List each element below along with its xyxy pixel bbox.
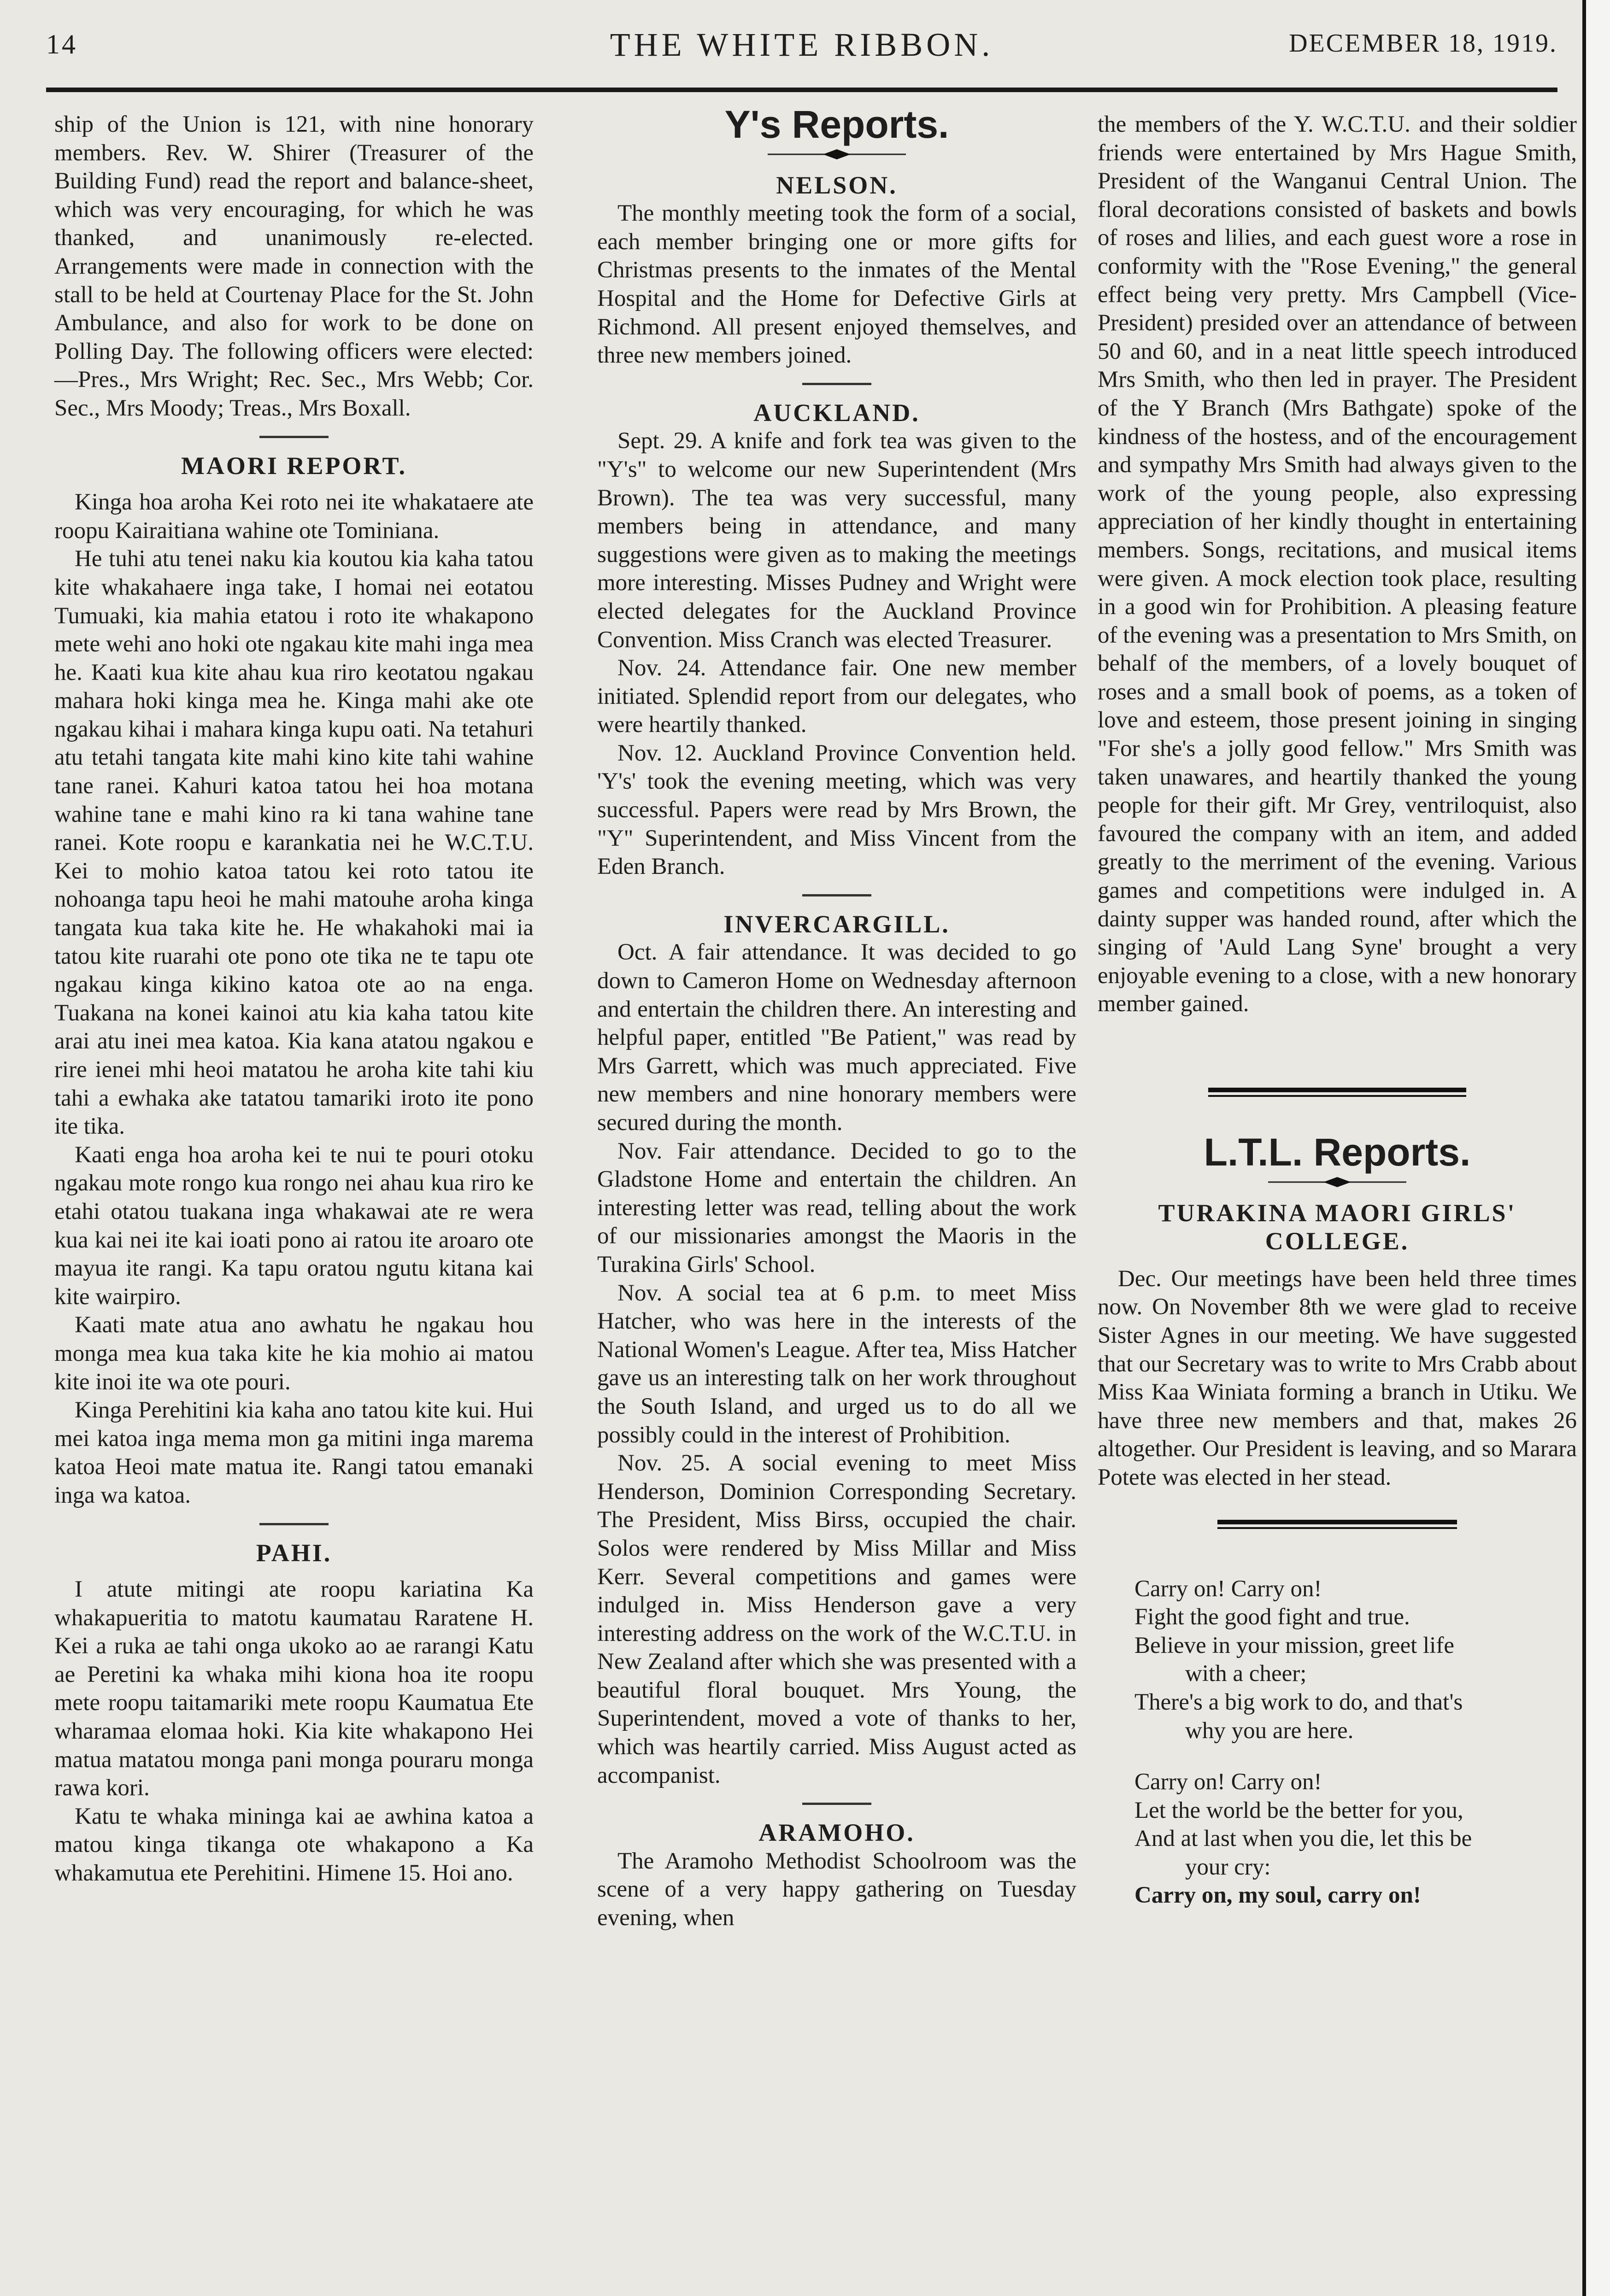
poem-line: Carry on! Carry on! xyxy=(1134,1576,1322,1602)
poem-line: Carry on! Carry on! xyxy=(1134,1769,1322,1795)
pahi-paragraph: I atute mitingi ate roopu kariatina Ka whakapueritia to matotu kaumatau Raratene H. Kei a ruka ae tahi onga ukoko ao ae rarangi Katu ae Peretini ka whaka mihi kiona hoa ite roopu mete roopu taitamariki mete roopu Kaumatua Ete wharamaa elomaa hoki. Kia kite whakapono Hei matua matatou monga pani monga pouraru monga rawa kori. xyxy=(54,1576,534,1801)
column-3 xyxy=(1098,111,1577,1910)
poem-line: your cry: xyxy=(1185,1854,1271,1880)
divider xyxy=(259,1523,329,1525)
poem-line: Let the world be the better for you, xyxy=(1134,1797,1463,1823)
double-rule xyxy=(1208,1088,1466,1097)
divider xyxy=(802,383,871,385)
ys-reports-title: Y's Reports. xyxy=(724,103,949,146)
maori-paragraph: He tuhi atu tenei naku kia koutou kia kaha tatou kite whakahaere inga take, I homai nei eotatou Tumuaki, kia mahia etatou i roto ite whakapono mete wehi ano hoki ote ngakau kite mahi inga mea he. Kaati kua kite ahau kua riro keotatou ngakau mahara hoki kinga mea he. Kinga mahi ake ote ngakau kihai i mahara kinga kupu oati. Na tetahuri atu tetahi tangata kite mahi kino kite tahi wahine tane ranei. Kahuri katoa tatou hei hoa motana wahine tane e mahi kino ra ki tana wahine tane ranei. Kote roopu e karankatia nei he W.C.T.U. Kei to mohio katoa tatou kei roto tatou ite nohoanga tapu heoi he mahi matouhe aroha kinga tangata kua taka kite he. He whakahoki mai ia tatou kite ruarahi ote pono ote tika ne te tapu ote ngakau kinga kikino katoa ote ao na enga. Tuakana na konei kainoi atu kia kaha tatou kite arai atu inei mea katoa. Kia kana atatou ngakou e rire ienei mhi heoi matatou he aroha kite tahi kiu tahi a ewhaka ake tatatou tamariki iroto ite pono ite tika. xyxy=(54,546,534,1140)
auckland-paragraph: Sept. 29. A knife and fork tea was given to the "Y's" to welcome our new Superintendent (Mrs Brown). The tea was very successful, many members being in attendance, and many suggestions were given as to making the meetings more interesting. Misses Pudney and Wright were elected delegates for the Auckland Province Convention. Miss Cranch was elected Treasurer. xyxy=(597,428,1076,653)
union-report-continued: ship of the Union is 121, with nine honorary members. Rev. W. Shirer (Treasurer of the Building Fund) read the report and balance-sheet, which was very encouraging, for which he was thanked, and unanimously re-elected. Arrangements were made in connection with the stall to be held at Courtenay Place for the St. John Ambulance, and also for work to be done on Polling Day. The following officers were elected:—Pres., Mrs Wright; Rec. Sec., Mrs Webb; Cor. Sec., Mrs Moody; Treas., Mrs Boxall. xyxy=(54,111,534,421)
poem-line: with a cheer; xyxy=(1185,1661,1307,1687)
page-edge xyxy=(1582,0,1610,2296)
maori-report-title: MAORI REPORT. xyxy=(181,451,407,480)
maori-paragraph: Kinga hoa aroha Kei roto nei ite whakataere ate roopu Kairaitiana wahine ote Tominiana. xyxy=(54,489,534,544)
ornament-divider-icon xyxy=(1268,1175,1406,1189)
pahi-title: PAHI. xyxy=(256,1539,332,1567)
page-header xyxy=(46,22,1557,73)
poem-line: Fight the good fight and true. xyxy=(1134,1604,1410,1630)
invercargill-paragraph: Nov. 25. A social evening to meet Miss Henderson, Dominion Corresponding Secretary. The President, Miss Birss, occupied the chair. Solos were rendered by Miss Millar and Miss Kerr. Several competitions and games were indulged in. Miss Henderson gave a very interesting address on the work of the W.C.T.U. in New Zealand after which she was presented with a beautiful floral bouquet. Mrs Young, the Superintendent, moved a vote of thanks to her, which was heartily carried. Miss August acted as accompanist. xyxy=(597,1450,1076,1788)
maori-paragraph: Kaati mate atua ano awhatu he ngakau hou monga mea kua taka kite he kia mohio ai matou kite inoi ite wa ote pouri. xyxy=(54,1312,534,1395)
turakina-title: TURAKINA MAORI GIRLS' COLLEGE. xyxy=(1158,1199,1516,1255)
aramoho-report-continued: the members of the Y. W.C.T.U. and their soldier friends were entertained by Mrs Hague Smith, President of the Wanganui Central Union. The floral decorations consisted of baskets and bowls of roses and lilies, and each guest wore a rose in conformity with the "Rose Evening," the general effect being very pretty. Mrs Campbell (Vice-President) presided over an attendance of between 50 and 60, and in a neat little speech introduced Mrs Smith, who then led in prayer. The President of the Y Branch (Mrs Bathgate) spoke of the kindness of the hostess, and of the encouragement and sympathy Mrs Smith had always given to the work of the young people, also expressing appreciation of her kindly thought in entertaining members. Songs, recitations, and musical items were given. A mock election took place, resulting in a good win for Prohibition. A pleasing feature of the evening was a presentation to Mrs Smith, on behalf of the members, of a lovely bouquet of roses and a small book of poems, as a token of love and esteem, those present joining in singing "For she's a jolly good fellow." Mrs Smith was taken unawares, and heartily thanked the young people for their gift. Mr Grey, ventriloquist, also favoured the company with an item, and added greatly to the merriment of the evening. Various games and competitions were indulged in. A dainty supper was handed round, after which the singing of 'Auld Lang Syne' brought a very enjoyable evening to a close, with a new honorary member gained. xyxy=(1098,111,1577,1017)
aramoho-report: The Aramoho Methodist Schoolroom was the scene of a very happy gathering on Tuesday evening, when xyxy=(597,1848,1076,1931)
ornament-divider-icon xyxy=(768,147,906,161)
column-2 xyxy=(597,103,1076,1933)
poem-line: And at last when you die, let this be xyxy=(1134,1826,1472,1852)
auckland-paragraph: Nov. 12. Auckland Province Convention held. 'Y's' took the evening meeting, which was very successful. Papers were read by Mrs Brown, the "Y" Superintendent, and Miss Vincent from the Eden Branch. xyxy=(597,740,1076,880)
page-number: 14 xyxy=(46,29,77,59)
auckland-title: AUCKLAND. xyxy=(753,398,920,427)
invercargill-paragraph: Nov. Fair attendance. Decided to go to the Gladstone Home and entertain the children. An interesting letter was read, telling about the work of our missionaries amongst the Maoris in the Turakina Girls' School. xyxy=(597,1138,1076,1277)
ltl-reports-title: L.T.L. Reports. xyxy=(1204,1130,1471,1174)
invercargill-paragraph: Nov. A social tea at 6 p.m. to meet Miss Hatcher, who was here in the interests of the National Women's League. After tea, Miss Hatcher gave us an interesting talk on her work throughout the South Island, and urged us to do all we possibly could in the interest of Prohibition. xyxy=(597,1280,1076,1448)
poem xyxy=(1098,1575,1577,1910)
divider xyxy=(259,436,329,438)
nelson-report: The monthly meeting took the form of a social, each member bringing one or more gifts for Christmas presents to the inmates of the Mental Hospital and the Home for Defective Girls at Richmond. All present enjoyed themselves, and three new members joined. xyxy=(597,200,1076,369)
poem-line: Believe in your mission, greet life xyxy=(1134,1632,1455,1658)
poem-line: Carry on, my soul, carry on! xyxy=(1134,1882,1421,1909)
invercargill-title: INVERCARGILL. xyxy=(723,910,950,938)
column-1 xyxy=(54,111,534,1888)
masthead: THE WHITE RIBBON. xyxy=(610,26,994,63)
pahi-paragraph: Katu te whaka mininga kai ae awhina katoa a matou kinga tikanga ote whakapono a Ka whakamutua ete Perehitini. Himene 15. Hoi ano. xyxy=(54,1803,534,1886)
poem-line: why you are here. xyxy=(1185,1717,1354,1744)
auckland-paragraph: Nov. 24. Attendance fair. One new member initiated. Splendid report from our delegates, who were heartily thanked. xyxy=(597,655,1076,738)
nelson-title: NELSON. xyxy=(776,171,898,199)
double-rule xyxy=(1217,1520,1457,1529)
issue-date: DECEMBER 18, 1919. xyxy=(1289,29,1557,58)
divider xyxy=(802,894,871,896)
maori-paragraph: Kaati enga hoa aroha kei te nui te pouri otoku ngakau mote rongo kua rongo nei ahau kua riro ke etahi otatou tuakana inga whakawai ate re wera kua kai nei ite kai ioati pono ai ratou ite aroaro ote mayua ite rangi. Ka tapu oratou ngutu kitana kai kite wairpiro. xyxy=(54,1142,534,1310)
turakina-report: Dec. Our meetings have been held three times now. On November 8th we were glad to receive Sister Agnes in our meeting. We have suggested that our Secretary was to write to Mrs Crabb about Miss Kaa Winiata forming a branch in Utiku. We have three new members and that, makes 26 altogether. Our President is leaving, and so Marara Potete was elected in her stead. xyxy=(1098,1265,1577,1490)
poem-line: There's a big work to do, and that's xyxy=(1134,1689,1463,1715)
invercargill-paragraph: Oct. A fair attendance. It was decided to go down to Cameron Home on Wednesday afternoon and entertain the children there. An interesting and helpful paper, entitled "Be Patient," was read by Mrs Garrett, which was much appreciated. Five new members and nine honorary members were secured during the month. xyxy=(597,939,1076,1136)
aramoho-title: ARAMOHO. xyxy=(758,1819,915,1847)
divider xyxy=(802,1803,871,1805)
header-rule xyxy=(46,88,1557,92)
maori-paragraph: Kinga Perehitini kia kaha ano tatou kite kui. Hui mei katoa inga mema mon ga mitini inga marema katoa Heoi mate matua ite. Rangi tatou emanaki inga wa katoa. xyxy=(54,1397,534,1508)
